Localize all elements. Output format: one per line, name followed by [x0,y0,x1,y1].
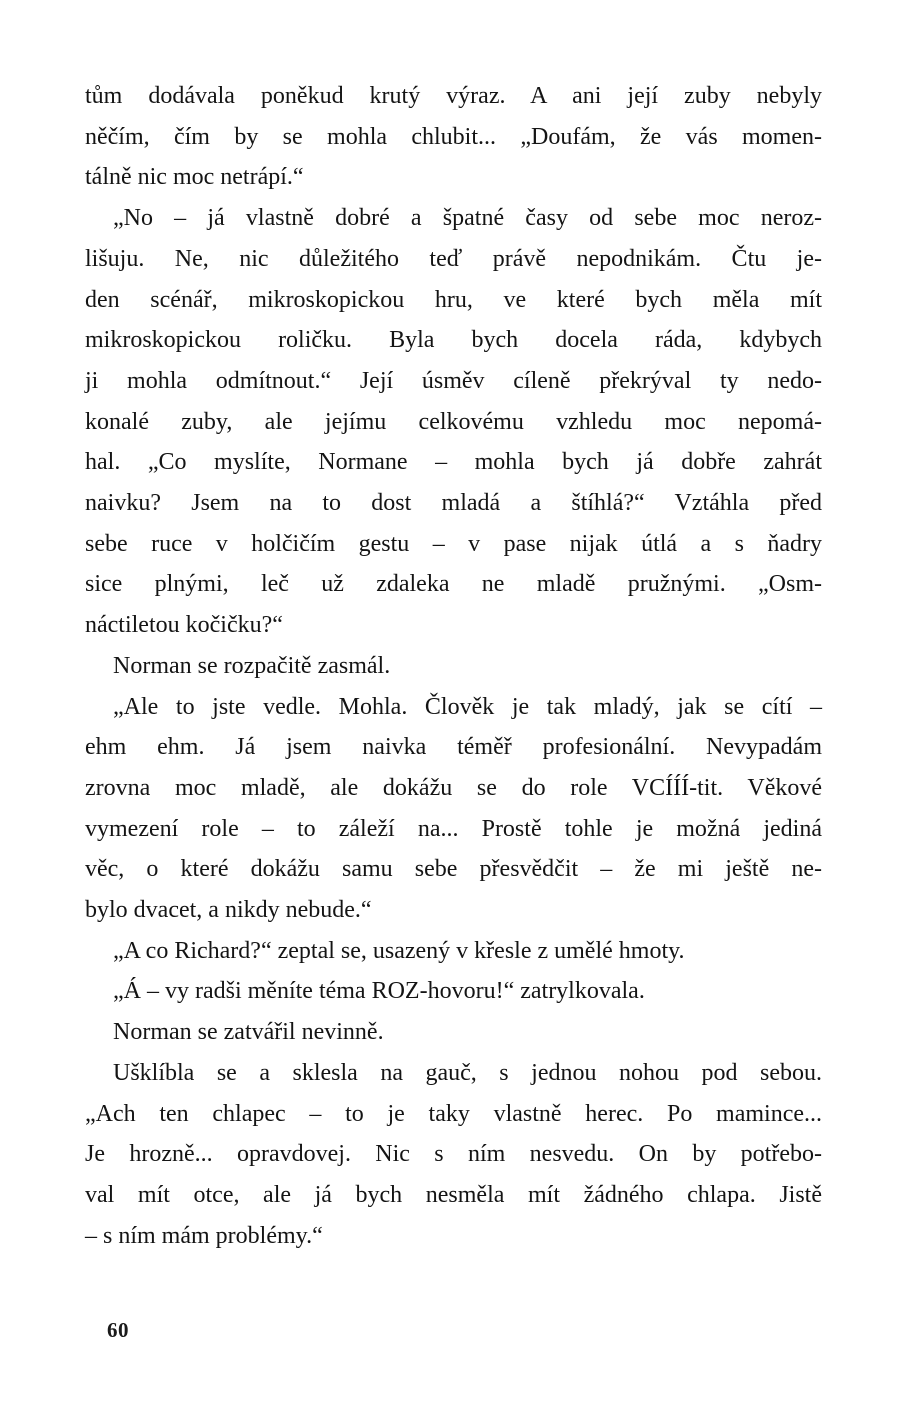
paragraph [85,687,822,931]
text-line: naivku? Jsem na to dost mladá a štíhlá?“ Vztáhla před [85,490,822,517]
text-line: „No – já vlastně dobré a špatné časy od sebe moc neroz- [113,205,822,232]
text-line: Ušklíbla se a sklesla na gauč, s jednou nohou pod sebou. [113,1059,822,1086]
text-line: vymezení role – to záleží na... Prostě tohle je možná jediná [85,815,822,842]
text-line: ji mohla odmítnout.“ Její úsměv cíleně překrýval ty nedo- [85,367,822,394]
text-line: náctiletou kočičku?“ [85,612,283,639]
text-line: zrovna moc mladě, ale dokážu se do role VCÍÍÍ-tit. Věkové [85,774,822,801]
text-block [85,76,822,1256]
text-line: „Á – vy radši měníte téma ROZ-hovoru!“ zatrylkovala. [113,978,645,1005]
text-line: sice plnými, leč už zdaleka ne mladě pružnými. „Osm- [85,571,822,598]
paragraph [85,1053,822,1257]
text-line: hal. „Co myslíte, Normane – mohla bych já dobře zahrát [85,449,822,476]
paragraph [85,1012,822,1053]
text-line: lišuju. Ne, nic důležitého teď právě nepodnikám. Čtu je- [85,245,822,272]
paragraph [85,971,822,1012]
text-line: „A co Richard?“ zeptal se, usazený v křesle z umělé hmoty. [113,937,685,964]
text-line: věc, o které dokážu samu sebe přesvědčit – že mi ještě ne- [85,856,822,883]
text-line: – s ním mám problémy.“ [85,1222,323,1249]
text-line: tálně nic moc netrápí.“ [85,164,304,191]
text-line: něčím, čím by se mohla chlubit... „Doufám, že vás momen- [85,123,822,150]
text-line: Je hrozně... opravdovej. Nic s ním nesvedu. On by potřebo- [85,1141,822,1168]
text-line: tům dodávala poněkud krutý výraz. A ani její zuby nebyly [85,83,822,109]
paragraph [85,931,822,972]
paragraph [85,198,822,646]
text-line: Norman se zatvářil nevinně. [113,1019,384,1046]
text-line: bylo dvacet, a nikdy nebude.“ [85,897,372,924]
page-number: 60 [107,1318,129,1342]
text-line: „Ale to jste vedle. Mohla. Člověk je tak mladý, jak se cítí – [113,693,822,720]
text-line: val mít otce, ale já bych nesměla mít žádného chlapa. Jistě [85,1181,822,1208]
text-line: „Ach ten chlapec – to je taky vlastně herec. Po mamince... [85,1100,822,1127]
text-line: mikroskopickou roličku. Byla bych docela ráda, kdybych [85,327,822,354]
text-line: Norman se rozpačitě zasmál. [113,652,391,679]
text-line: sebe ruce v holčičím gestu – v pase nijak útlá a s ňadry [85,530,822,557]
paragraph [85,646,822,687]
text-line: ehm ehm. Já jsem naivka téměř profesionální. Nevypadám [85,734,822,761]
text-line: konalé zuby, ale jejímu celkovému vzhledu moc nepomá- [85,408,822,435]
text-line: den scénář, mikroskopickou hru, ve které bych měla mít [85,286,822,313]
paragraph [85,76,822,198]
